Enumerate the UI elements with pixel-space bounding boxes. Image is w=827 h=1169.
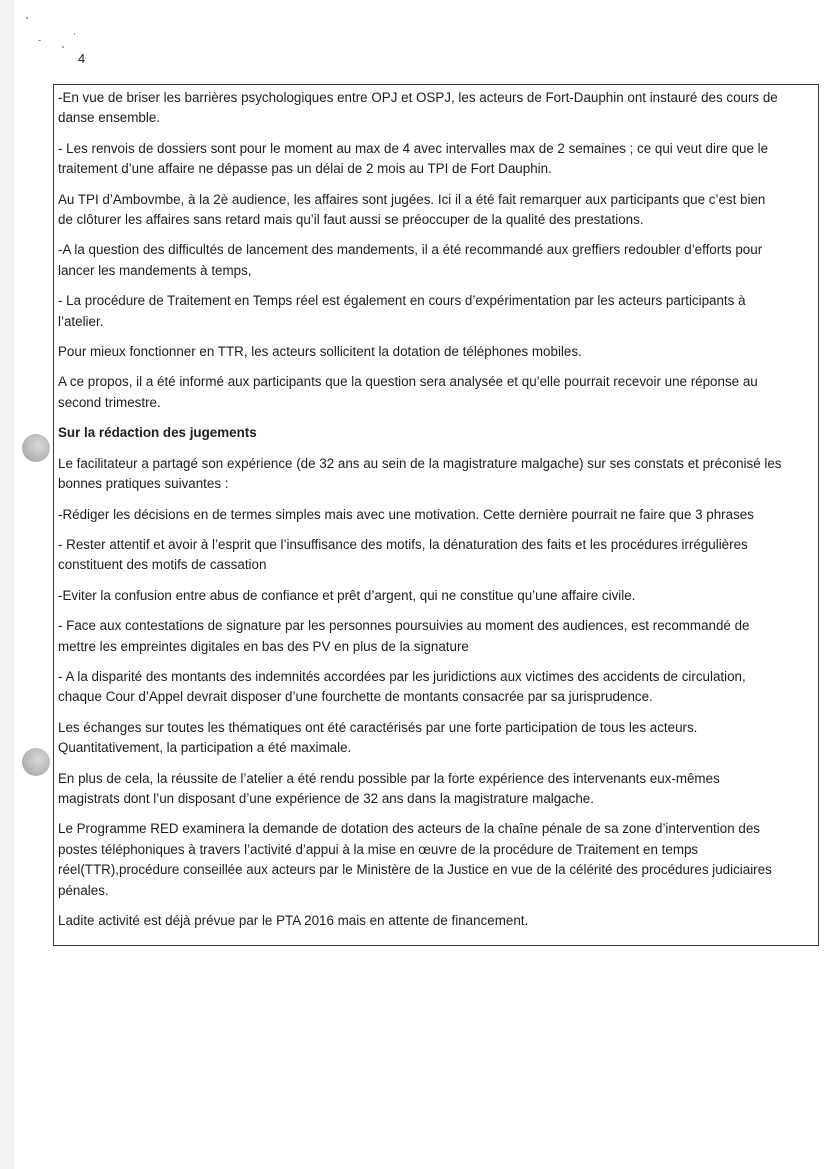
text-line: réel(TTR),procédure conseillée aux acteurs par le Ministère de la Justice en vue de la célérité des procédures judiciaires: [58, 862, 772, 878]
paragraph: [58, 240, 808, 281]
text-line: Le Programme RED examinera la demande de dotation des acteurs de la chaîne pénale de sa zone d’intervention des: [58, 821, 760, 837]
text-line: A ce propos, il a été informé aux participants que la question sera analysée et qu’elle pourrait recevoir une réponse au: [58, 374, 758, 390]
punch-hole: [22, 434, 50, 462]
paragraph: [58, 342, 808, 362]
text-line: Les échanges sur toutes les thématiques ont été caractérisés par une forte participation de tous les acteurs.: [58, 719, 698, 735]
text-line: bonnes pratiques suivantes :: [58, 476, 229, 492]
paragraph: [58, 88, 808, 129]
text-line: En plus de cela, la réussite de l’atelier a été rendu possible par la forte expérience des intervenants eux-mêmes: [58, 770, 720, 786]
paragraph: [58, 667, 808, 708]
page-number: 4: [78, 51, 86, 66]
content-box: [53, 84, 819, 946]
text-line: Quantitativement, la participation a été maximale.: [58, 740, 352, 756]
text-line: Sur la rédaction des jugements: [58, 425, 257, 441]
scan-speck: [26, 17, 28, 19]
scan-speck: [62, 46, 64, 48]
text-line: constituent des motifs de cassation: [58, 557, 267, 573]
paragraph: [58, 535, 808, 576]
text-line: Au TPI d’Ambovmbe, à la 2è audience, les affaires sont jugées. Ici il a été fait remarquer aux participants que c’est bien: [58, 191, 766, 207]
text-line: danse ensemble.: [58, 110, 160, 126]
paragraph: [58, 586, 808, 606]
paragraph: [58, 718, 808, 759]
text-line: magistrats dont l’un disposant d’une expérience de 32 ans dans la magistrature malgache.: [58, 790, 594, 806]
paragraph: [58, 291, 808, 332]
text-line: lancer les mandements à temps,: [58, 262, 252, 278]
body-text: [58, 88, 808, 931]
text-line: -A la question des difficultés de lancement des mandements, il a été recommandé aux greffiers redoubler d’efforts pour: [58, 242, 763, 258]
punch-hole: [22, 748, 50, 776]
paragraph: [58, 505, 808, 525]
text-line: traitement d’une affaire ne dépasse pas un délai de 2 mois au TPI de Fort Dauphin.: [58, 161, 552, 177]
text-line: -Rédiger les décisions en de termes simples mais avec une motivation. Cette dernière pourrait ne faire que 3 phrases: [58, 506, 754, 522]
paragraph: [58, 139, 808, 180]
text-line: -Eviter la confusion entre abus de confiance et prêt d’argent, qui ne constitue qu’une affaire civile.: [58, 587, 636, 603]
scan-speck: [74, 33, 75, 35]
text-line: Pour mieux fonctionner en TTR, les acteurs sollicitent la dotation de téléphones mobiles.: [58, 344, 582, 360]
text-line: pénales.: [58, 882, 109, 898]
text-line: mettre les empreintes digitales en bas des PV en plus de la signature: [58, 638, 469, 654]
paragraph: [58, 454, 808, 495]
text-line: - Face aux contestations de signature par les personnes poursuivies au moment des audiences, est recommandé de: [58, 618, 750, 634]
paragraph: [58, 616, 808, 657]
paragraph: [58, 769, 808, 810]
text-line: - A la disparité des montants des indemnités accordées par les juridictions aux victimes des accidents de circulation,: [58, 668, 746, 684]
text-line: - Les renvois de dossiers sont pour le moment au max de 4 avec intervalles max de 2 semaines ; ce qui veut dire que le: [58, 140, 769, 156]
text-line: -En vue de briser les barrières psychologiques entre OPJ et OSPJ, les acteurs de Fort-Dauphin ont instauré des cours de: [58, 90, 778, 105]
text-line: postes téléphoniques à travers l’activité d’appui à la mise en œuvre de la procédure de Traitement en temps: [58, 841, 699, 857]
text-line: Le facilitateur a partagé son expérience (de 32 ans au sein de la magistrature malgache) sur ses constats et préconisé les: [58, 455, 782, 471]
text-line: Ladite activité est déjà prévue par le PTA 2016 mais en attente de financement.: [58, 913, 529, 928]
paragraph: [58, 190, 808, 231]
text-line: l’atelier.: [58, 313, 104, 329]
text-line: chaque Cour d’Appel devrait disposer d’une fourchette de montants consacrée par sa jurisprudence.: [58, 689, 653, 705]
paragraph: [58, 819, 808, 901]
text-line: - La procédure de Traitement en Temps réel est également en cours d’expérimentation par les acteurs participants à: [58, 293, 746, 309]
paragraph: [58, 372, 808, 413]
text-line: de clôturer les affaires sans retard mais qu’il faut aussi se préoccuper de la qualité des prestations.: [58, 212, 644, 228]
text-line: second trimestre.: [58, 394, 161, 410]
paragraph: [58, 911, 808, 931]
section-heading: [58, 423, 808, 443]
scan-speck: [38, 40, 41, 41]
text-line: - Rester attentif et avoir à l’esprit que l’insuffisance des motifs, la dénaturation des faits et les procédures irrégulières: [58, 536, 748, 552]
